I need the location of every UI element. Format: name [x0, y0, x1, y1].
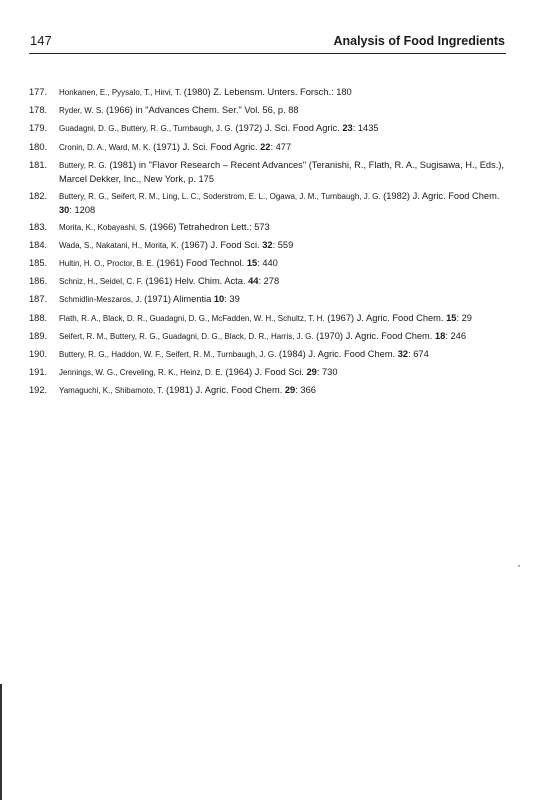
reference-citation: (1966) in "Advances Chem. Ser." Vol. 56, p. 88 — [103, 105, 299, 116]
reference-authors: Guadagni, D. G., Buttery, R. G., Turnbaugh, J. G. — [59, 124, 233, 134]
reference-authors: Flath, R. A., Black, D. R., Guadagni, D. G., McFadden, W. H., Schultz, T. H. — [59, 313, 325, 323]
reference-volume: 23 — [342, 123, 353, 134]
reference-authors: Buttery, R. G. — [59, 160, 107, 170]
reference-citation: : 730 — [316, 367, 338, 378]
reference-number: 190. — [29, 349, 48, 360]
reference-item — [29, 348, 509, 362]
reference-citation: (1972) J. Sci. Food Agric. — [232, 123, 343, 134]
reference-text — [59, 191, 499, 215]
reference-citation: : 1435 — [352, 123, 379, 134]
reference-text — [59, 240, 293, 250]
reference-number: 186. — [29, 276, 48, 287]
reference-citation: (1980) Z. Lebensm. Unters. Forsch.: 180 — [181, 87, 352, 97]
reference-text — [59, 105, 299, 115]
reference-citation: (1971) J. Sci. Food Agric. — [150, 141, 261, 152]
reference-volume: 15 — [446, 312, 457, 323]
reference-text — [59, 313, 472, 323]
reference-number: 185. — [29, 258, 48, 269]
reference-text — [59, 349, 429, 359]
reference-text — [59, 87, 352, 97]
reference-item — [29, 190, 509, 217]
reference-authors: Cronin, D. A., Ward, M. K. — [59, 142, 151, 152]
reference-authors: Buttery, R. G., Haddon, W. F., Seifert, R. M., Turnbaugh, J. G. — [59, 350, 277, 360]
reference-citation: (1967) J. Food Sci. — [178, 239, 263, 250]
reference-volume: 30 — [59, 204, 70, 215]
reference-authors: Schmidlin-Meszaros, J. — [59, 295, 142, 305]
reference-volume: 22 — [260, 141, 271, 152]
reference-number: 184. — [29, 239, 48, 250]
reference-citation: (1971) Alimentia — [141, 294, 214, 305]
reference-item — [29, 312, 509, 326]
reference-item — [29, 141, 509, 155]
page-header — [29, 33, 506, 54]
reference-item — [29, 330, 509, 344]
reference-citation: : 366 — [295, 385, 316, 396]
reference-authors: Yamaguchi, K., Shibamoto, T. — [59, 386, 164, 396]
reference-authors: Hultin, H. O., Proctor, B. E. — [59, 259, 154, 269]
reference-citation: : 1208 — [69, 204, 96, 215]
reference-citation: (1984) J. Agric. Food Chem. — [276, 349, 398, 360]
reference-item — [29, 221, 509, 235]
reference-authors: Jennings, W. G., Creveling, R. K., Heinz, D. E. — [59, 368, 223, 378]
reference-number: 191. — [29, 367, 48, 378]
reference-text — [59, 123, 379, 133]
reference-volume: 32 — [397, 349, 409, 360]
reference-citation: : 477 — [270, 141, 292, 152]
reference-citation: (1981) in "Flavor Research – Recent Advances" (Teranishi, R., Flath, R. A., Sugisawa, H., Eds.), Marcel Dekker, Inc., New York, p. 175 — [59, 159, 505, 184]
reference-number: 189. — [29, 330, 48, 341]
reference-item — [29, 122, 509, 136]
reference-number: 179. — [29, 123, 48, 134]
reference-citation: (1964) J. Food Sci. — [222, 367, 307, 378]
reference-citation: (1966) Tetrahedron Lett.: 573 — [146, 221, 270, 232]
reference-authors: Morita, K., Kobayashi, S. — [59, 222, 147, 232]
page-edge-mark — [0, 684, 2, 800]
reference-authors: Wada, S., Nakatani, H., Morita, K. — [59, 240, 179, 250]
reference-citation: (1970) J. Agric. Food Chem. — [313, 330, 435, 341]
reference-number: 188. — [29, 312, 48, 323]
reference-text — [59, 367, 338, 377]
reference-item — [29, 86, 509, 100]
reference-item — [29, 159, 509, 186]
reference-item — [29, 104, 509, 118]
reference-number: 183. — [29, 221, 48, 232]
reference-text — [59, 294, 240, 304]
reference-text — [59, 160, 504, 184]
reference-authors: Buttery, R. G., Seifert, R. M., Ling, L. C., Soderstrom, E. L., Ogawa, J. M., Turnbaugh, J. G. — [59, 191, 381, 201]
reference-volume: 32 — [262, 239, 273, 250]
reference-number: 181. — [29, 159, 48, 170]
reference-authors: Schniz, H., Seidel, C. F. — [59, 277, 143, 287]
page-number: 147 — [30, 33, 52, 48]
reference-list — [29, 86, 509, 403]
reference-citation: : 278 — [258, 276, 280, 287]
reference-text — [59, 222, 270, 232]
reference-citation: (1961) Food Technol. — [153, 258, 247, 269]
reference-citation: (1981) J. Agric. Food Chem. — [163, 385, 285, 396]
reference-number: 178. — [29, 105, 48, 116]
reference-item — [29, 257, 509, 271]
reference-number: 182. — [29, 190, 48, 201]
reference-citation: : 440 — [257, 258, 278, 269]
reference-number: 187. — [29, 294, 48, 305]
reference-authors: Ryder, W. S. — [59, 106, 104, 116]
reference-authors: Honkanen, E., Pyysalo, T., Hirvi, T. — [59, 88, 182, 97]
reference-text — [59, 385, 316, 395]
reference-item — [29, 384, 509, 398]
reference-item — [29, 366, 509, 380]
reference-item — [29, 275, 509, 289]
reference-citation: : 29 — [456, 312, 472, 323]
reference-item — [29, 239, 509, 253]
reference-citation: : 674 — [408, 349, 429, 360]
reference-citation: : 39 — [224, 294, 240, 305]
reference-text — [59, 258, 278, 268]
reference-text — [59, 331, 466, 341]
reference-citation: (1967) J. Agric. Food Chem. — [324, 312, 447, 323]
reference-number: 180. — [29, 141, 48, 152]
reference-volume: 10 — [213, 294, 225, 305]
reference-citation: : 246 — [445, 330, 466, 341]
reference-item — [29, 293, 509, 307]
reference-volume: 29 — [306, 367, 317, 378]
reference-number: 177. — [29, 87, 48, 97]
running-title: Analysis of Food Ingredients — [333, 34, 505, 48]
reference-citation: : 559 — [272, 239, 294, 250]
reference-volume: 15 — [246, 258, 258, 269]
reference-text — [59, 142, 291, 152]
reference-text — [59, 276, 279, 286]
reference-number: 192. — [29, 385, 48, 396]
reference-volume: 29 — [284, 385, 296, 396]
reference-volume: 44 — [248, 276, 259, 287]
reference-citation: (1982) J. Agric. Food Chem. — [380, 190, 500, 201]
reference-citation: (1961) Helv. Chim. Acta. — [142, 276, 249, 287]
reference-volume: 18 — [434, 330, 446, 341]
scan-speck — [518, 565, 520, 567]
reference-authors: Seifert, R. M., Buttery, R. G., Guadagni, D. G., Black, D. R., Harris, J. G. — [59, 331, 314, 341]
